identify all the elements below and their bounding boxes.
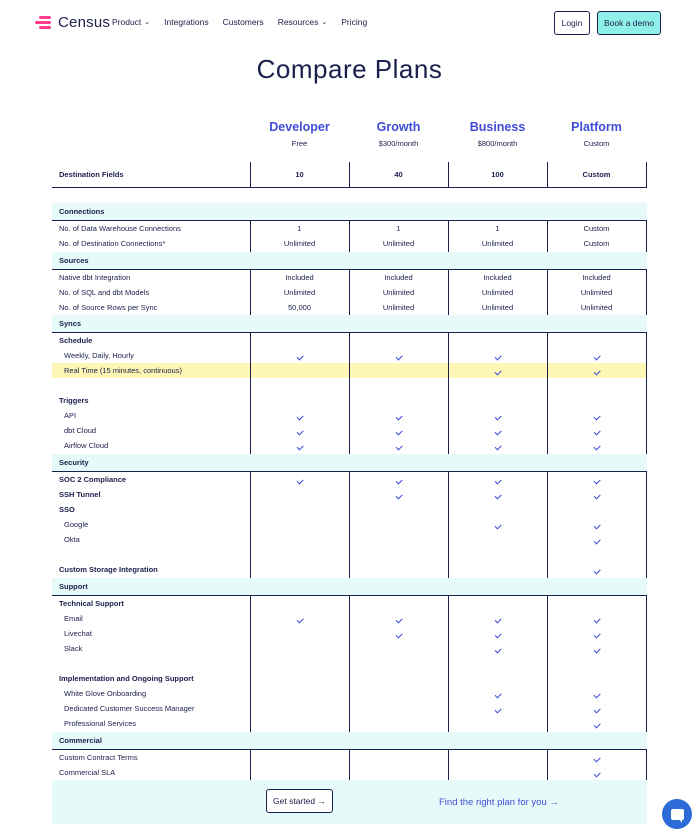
check-icon <box>593 770 600 777</box>
table-divider <box>250 332 251 454</box>
nav-links <box>112 17 367 27</box>
cell-developer <box>250 614 349 623</box>
chat-launcher-button[interactable] <box>662 799 692 829</box>
row-label: No. of Data Warehouse Connections <box>59 224 181 233</box>
row-label: Triggers <box>59 396 89 405</box>
row-label: Commercial SLA <box>59 768 116 777</box>
table-divider <box>250 220 251 252</box>
cell-platform <box>547 411 646 420</box>
check-icon <box>296 443 303 450</box>
table-divider <box>349 595 350 732</box>
check-icon <box>296 477 303 484</box>
nav-resources-label: Resources <box>277 17 319 27</box>
cell-platform <box>547 366 646 375</box>
cell-developer: Unlimited <box>283 288 316 297</box>
row-label: Implementation and Ongoing Support <box>59 674 194 683</box>
check-icon <box>494 522 501 529</box>
cell-developer <box>250 426 349 435</box>
nav-resources[interactable] <box>278 17 328 27</box>
nav-integrations[interactable] <box>164 17 208 27</box>
chevron-down-icon: ⌄ <box>144 19 151 26</box>
table-divider <box>547 595 548 732</box>
cell-business <box>448 520 547 529</box>
cell-growth <box>349 475 448 484</box>
cell-growth <box>349 614 448 623</box>
table-divider <box>646 749 647 780</box>
row-label: Native dbt Integration <box>59 273 131 282</box>
cell-developer: 50,000 <box>288 303 311 312</box>
check-icon <box>296 616 303 623</box>
table-divider <box>349 269 350 315</box>
plan-price: Free <box>291 139 308 148</box>
check-icon <box>593 428 600 435</box>
check-icon <box>395 413 402 420</box>
table-divider <box>646 220 647 252</box>
row-label: White Glove Onboarding <box>64 689 147 698</box>
cell-growth <box>349 426 448 435</box>
row-label: Livechat <box>64 629 92 638</box>
cell-developer: Unlimited <box>283 239 316 248</box>
section-security: Security <box>52 454 647 471</box>
row-label: No. of Destination Connections* <box>59 239 166 248</box>
get-started-button[interactable]: Get started → <box>266 789 333 813</box>
cell-growth <box>349 629 448 638</box>
cell-platform: Custom <box>582 170 611 179</box>
cell-developer <box>250 411 349 420</box>
cell-platform <box>547 704 646 713</box>
check-icon <box>494 646 501 653</box>
cell-growth <box>349 490 448 499</box>
check-icon <box>593 537 600 544</box>
row-label: Airflow Cloud <box>64 441 109 450</box>
section-commercial: Commercial <box>52 732 647 749</box>
table-divider <box>646 471 647 578</box>
cell-business <box>448 351 547 360</box>
plan-header-platform <box>547 120 646 148</box>
table-divider <box>448 162 449 187</box>
row-label: dbt Cloud <box>64 426 97 435</box>
plan-name: Platform <box>571 120 622 134</box>
check-icon <box>494 428 501 435</box>
cell-platform <box>547 441 646 450</box>
chevron-down-icon: ⌄ <box>321 19 328 26</box>
check-icon <box>395 492 402 499</box>
table-divider <box>646 595 647 732</box>
cell-developer <box>250 475 349 484</box>
check-icon <box>593 353 600 360</box>
check-icon <box>494 443 501 450</box>
cell-growth: Unlimited <box>382 303 415 312</box>
cell-business <box>448 704 547 713</box>
cell-growth <box>349 411 448 420</box>
plan-price: Custom <box>583 139 610 148</box>
plan-header-developer <box>250 120 349 148</box>
cell-business <box>448 689 547 698</box>
cell-business <box>448 475 547 484</box>
section-syncs: Syncs <box>52 315 647 332</box>
row-label: SOC 2 Compliance <box>59 475 127 484</box>
plan-header-business <box>448 120 547 148</box>
row-label: Professional Services <box>64 719 137 728</box>
check-icon <box>494 413 501 420</box>
table-divider <box>52 187 647 188</box>
row-label: Custom Contract Terms <box>59 753 138 762</box>
cell-developer <box>250 351 349 360</box>
check-icon <box>494 706 501 713</box>
cell-platform <box>547 351 646 360</box>
cell-platform <box>547 768 646 777</box>
table-divider <box>646 162 647 187</box>
check-icon <box>593 413 600 420</box>
cell-platform <box>547 475 646 484</box>
check-icon <box>593 691 600 698</box>
row-label: SSO <box>59 505 75 514</box>
cell-growth: 1 <box>396 224 401 233</box>
top-nav <box>0 0 699 46</box>
check-icon <box>494 616 501 623</box>
table-divider <box>448 595 449 732</box>
table-divider <box>448 332 449 454</box>
table-divider <box>349 471 350 578</box>
page-title: Compare Plans <box>256 54 443 84</box>
row-label: Custom Storage Integration <box>59 565 158 574</box>
cell-platform: Unlimited <box>580 303 613 312</box>
check-icon <box>593 443 600 450</box>
census-logo[interactable] <box>35 14 110 31</box>
check-icon <box>494 353 501 360</box>
check-icon <box>593 721 600 728</box>
row-label: No. of SQL and dbt Models <box>59 288 150 297</box>
check-icon <box>296 428 303 435</box>
cell-business <box>448 426 547 435</box>
cell-platform <box>547 535 646 544</box>
cell-business: 100 <box>491 170 504 179</box>
check-icon <box>395 616 402 623</box>
cell-platform <box>547 426 646 435</box>
check-icon <box>494 631 501 638</box>
cell-platform <box>547 753 646 762</box>
cell-platform <box>547 689 646 698</box>
cell-platform <box>547 719 646 728</box>
row-label: API <box>64 411 77 420</box>
table-divider <box>448 220 449 252</box>
cell-business: Unlimited <box>481 288 514 297</box>
row-label: Email <box>64 614 83 623</box>
plan-name: Business <box>469 120 526 134</box>
cell-business <box>448 614 547 623</box>
cell-platform <box>547 644 646 653</box>
row-label: No. of Source Rows per Sync <box>59 303 158 312</box>
check-icon <box>395 477 402 484</box>
row-label: Slack <box>64 644 83 653</box>
nav-customers[interactable] <box>223 17 264 27</box>
plan-name: Growth <box>376 120 421 134</box>
cell-platform <box>547 614 646 623</box>
check-icon <box>593 477 600 484</box>
row-label: Technical Support <box>59 599 124 608</box>
check-icon <box>593 755 600 762</box>
row-label: SSH Tunnel <box>59 490 101 499</box>
check-icon <box>593 368 600 375</box>
table-divider <box>250 162 251 187</box>
table-divider <box>448 749 449 780</box>
nav-customers-label: Customers <box>222 17 264 27</box>
chat-icon <box>671 809 684 820</box>
check-icon <box>395 353 402 360</box>
table-divider <box>547 220 548 252</box>
cell-developer: 1 <box>297 224 302 233</box>
check-icon <box>593 706 600 713</box>
table-divider <box>250 595 251 732</box>
cell-business <box>448 629 547 638</box>
check-icon <box>494 368 501 375</box>
cell-business <box>448 411 547 420</box>
nav-integrations-label: Integrations <box>164 17 209 27</box>
nav-product-label: Product <box>112 17 142 27</box>
cell-platform <box>547 490 646 499</box>
check-icon <box>296 353 303 360</box>
plan-header-growth <box>349 120 448 148</box>
table-divider <box>349 220 350 252</box>
table-divider <box>349 162 350 187</box>
row-label: Dedicated Customer Success Manager <box>64 704 195 713</box>
check-icon <box>593 646 600 653</box>
cell-developer <box>250 441 349 450</box>
section-connections: Connections <box>52 203 647 220</box>
row-label: Okta <box>64 535 80 544</box>
table-divider <box>250 471 251 578</box>
cell-growth <box>349 351 448 360</box>
table-divider <box>547 332 548 454</box>
cell-business: Unlimited <box>481 303 514 312</box>
cell-growth: Unlimited <box>382 288 415 297</box>
check-icon <box>296 413 303 420</box>
cell-business: 1 <box>495 224 500 233</box>
table-divider <box>250 269 251 315</box>
cell-platform: Unlimited <box>580 288 613 297</box>
section-sources: Sources <box>52 252 647 269</box>
table-divider <box>646 332 647 454</box>
cell-growth: 40 <box>394 170 403 179</box>
plan-price: $800/month <box>477 139 518 148</box>
check-icon <box>494 691 501 698</box>
cell-platform: Included <box>582 273 611 282</box>
cell-platform <box>547 565 646 574</box>
check-icon <box>395 631 402 638</box>
check-icon <box>593 522 600 529</box>
table-divider <box>448 269 449 315</box>
plan-name: Developer <box>269 120 330 134</box>
check-icon <box>494 477 501 484</box>
table-divider <box>250 749 251 780</box>
cell-developer: Included <box>285 273 314 282</box>
row-label: Destination Fields <box>59 170 124 179</box>
cell-growth: Included <box>384 273 413 282</box>
cell-business <box>448 490 547 499</box>
check-icon <box>593 631 600 638</box>
cell-developer: 10 <box>295 170 304 179</box>
cell-platform: Custom <box>583 224 610 233</box>
check-icon <box>395 428 402 435</box>
table-divider <box>547 269 548 315</box>
table-divider <box>646 269 647 315</box>
cell-business: Unlimited <box>481 239 514 248</box>
check-icon <box>593 492 600 499</box>
section-support: Support <box>52 578 647 595</box>
nav-product[interactable] <box>112 17 150 27</box>
cell-business: Included <box>483 273 512 282</box>
table-divider <box>448 471 449 578</box>
cell-business <box>448 441 547 450</box>
nav-pricing[interactable] <box>341 17 367 27</box>
login-button[interactable]: Login <box>554 11 590 35</box>
table-divider <box>547 471 548 578</box>
cell-business <box>448 644 547 653</box>
row-label: Schedule <box>59 336 93 345</box>
cell-business <box>448 366 547 375</box>
table-divider <box>547 749 548 780</box>
plan-price: $300/month <box>378 139 419 148</box>
cell-growth <box>349 441 448 450</box>
cell-platform <box>547 629 646 638</box>
cell-platform <box>547 520 646 529</box>
table-divider <box>547 162 548 187</box>
cell-platform: Custom <box>583 239 610 248</box>
nav-pricing-label: Pricing <box>341 17 368 27</box>
check-icon <box>593 567 600 574</box>
check-icon <box>494 492 501 499</box>
check-icon <box>593 616 600 623</box>
table-divider <box>349 332 350 454</box>
table-divider <box>349 749 350 780</box>
find-plan-link[interactable]: Find the right plan for you → <box>439 797 559 808</box>
row-label: Weekly, Daily, Hourly <box>64 351 135 360</box>
cell-growth: Unlimited <box>382 239 415 248</box>
census-logo-icon <box>35 15 52 31</box>
row-label: Real Time (15 minutes, continuous) <box>64 366 182 375</box>
logo-text: Census <box>58 14 111 31</box>
row-label: Google <box>64 520 89 529</box>
check-icon <box>395 443 402 450</box>
book-demo-button[interactable]: Book a demo <box>597 11 661 35</box>
